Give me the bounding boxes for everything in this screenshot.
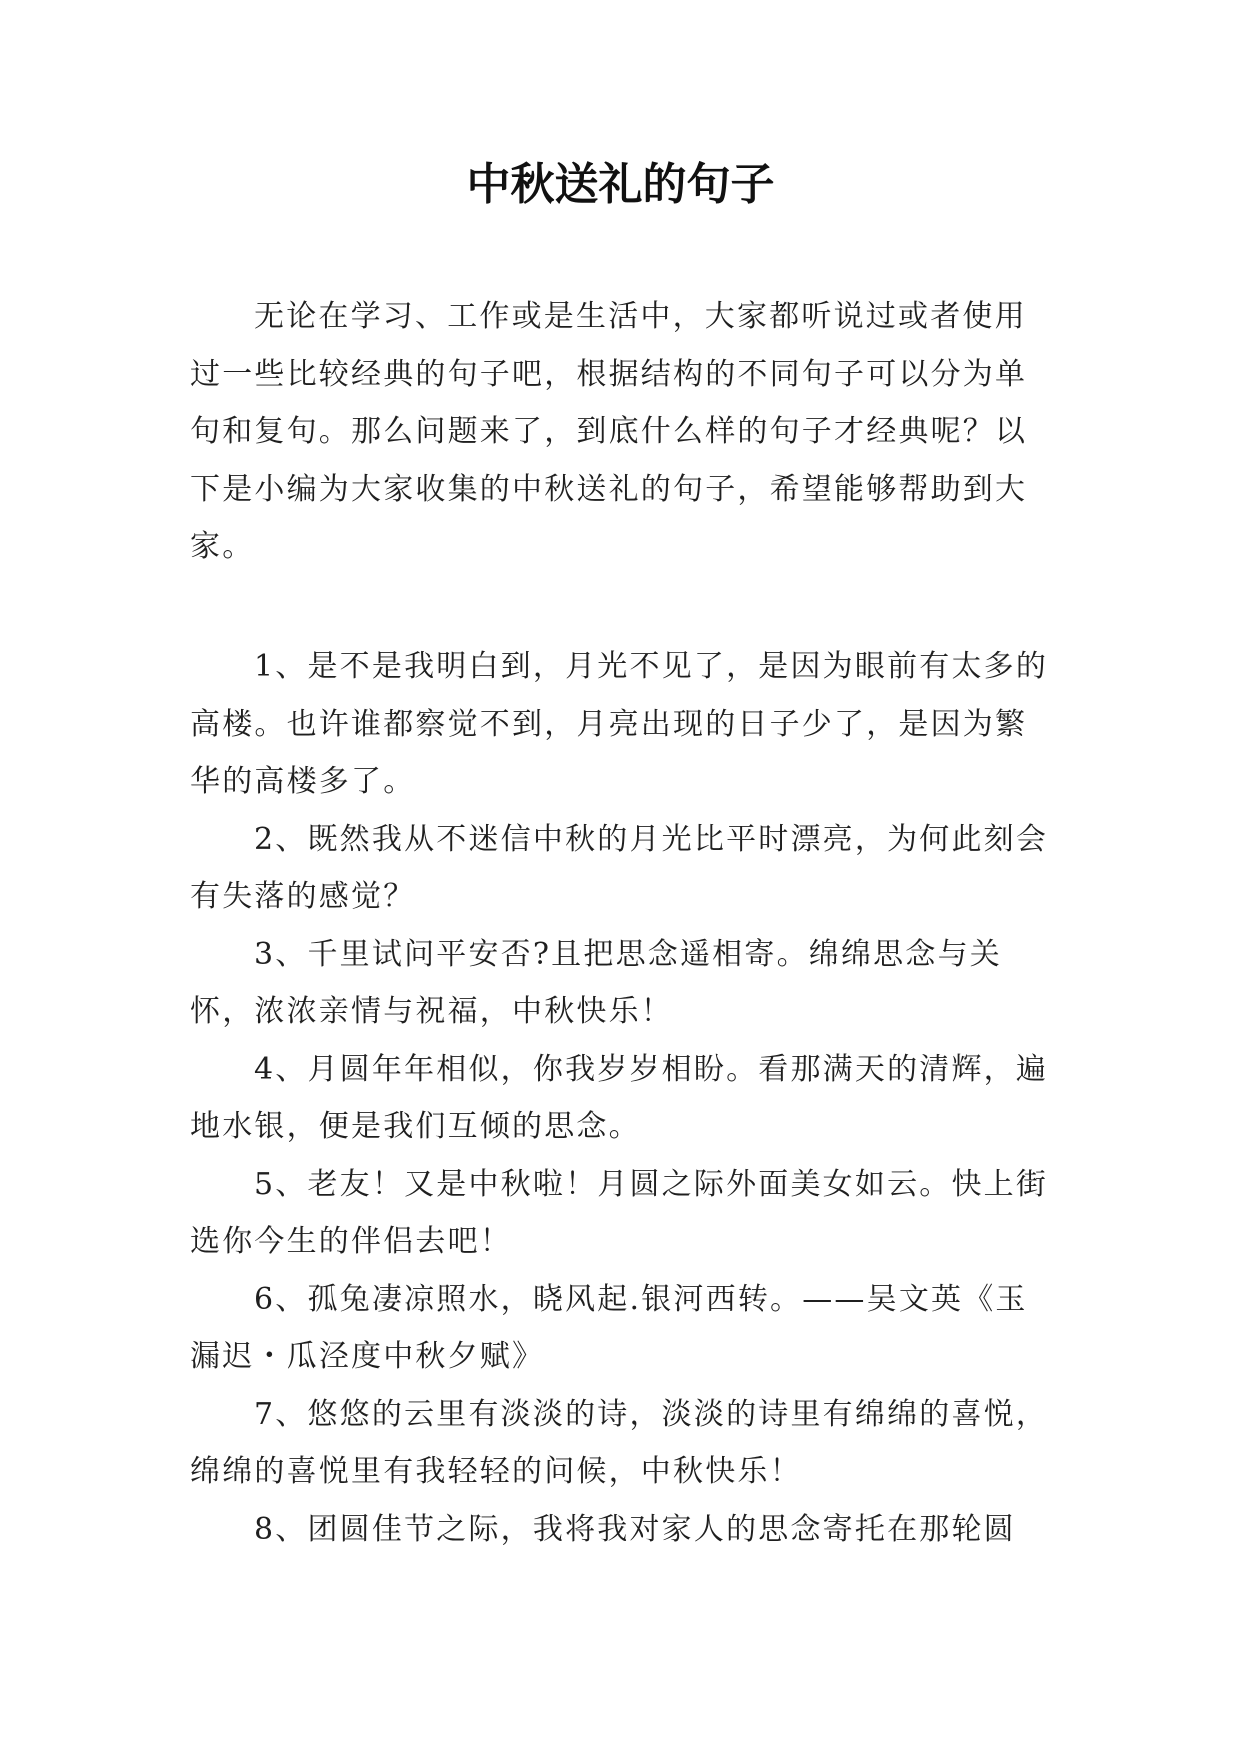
list-item: 3、千里试问平安否?且把思念遥相寄。绵绵思念与关怀，浓浓亲情与祝福，中秋快乐！ <box>190 936 1002 1029</box>
list-item: 7、悠悠的云里有淡淡的诗，淡淡的诗里有绵绵的喜悦，绵绵的喜悦里有我轻轻的问候，中秋快乐！ <box>190 1396 1049 1489</box>
intro-paragraph: 无论在学习、工作或是生活中，大家都听说过或者使用过一些比较经典的句子吧，根据结构的不同句子可以分为单句和复句。那么问题来了，到底什么样的句子才经典呢？以下是小编为大家收集的中秋送礼的句子，希望能够帮助到大家。 <box>190 299 1028 564</box>
page-title: 中秋送礼的句子 <box>466 159 775 210</box>
list-item: 5、老友！又是中秋啦！月圆之际外面美女如云。快上街选你今生的伴侣去吧！ <box>190 1166 1049 1259</box>
list-item: 2、既然我从不迷信中秋的月光比平时漂亮，为何此刻会有失落的感觉？ <box>190 821 1049 914</box>
sentence-list <box>190 638 1054 1558</box>
list-item: 1、是不是我明白到，月光不见了，是因为眼前有太多的高楼。也许谁都察觉不到，月亮出现的日子少了，是因为繁华的高楼多了。 <box>190 649 1049 799</box>
list-item: 4、月圆年年相似，你我岁岁相盼。看那满天的清辉，遍地水银，便是我们互倾的思念。 <box>190 1051 1049 1144</box>
list-item: 8、团圆佳节之际，我将我对家人的思念寄托在那轮圆 <box>254 1511 1016 1547</box>
list-item: 6、孤兔凄凉照水，晓风起.银河西转。——吴文英《玉漏迟・瓜泾度中秋夕赋》 <box>190 1281 1028 1374</box>
